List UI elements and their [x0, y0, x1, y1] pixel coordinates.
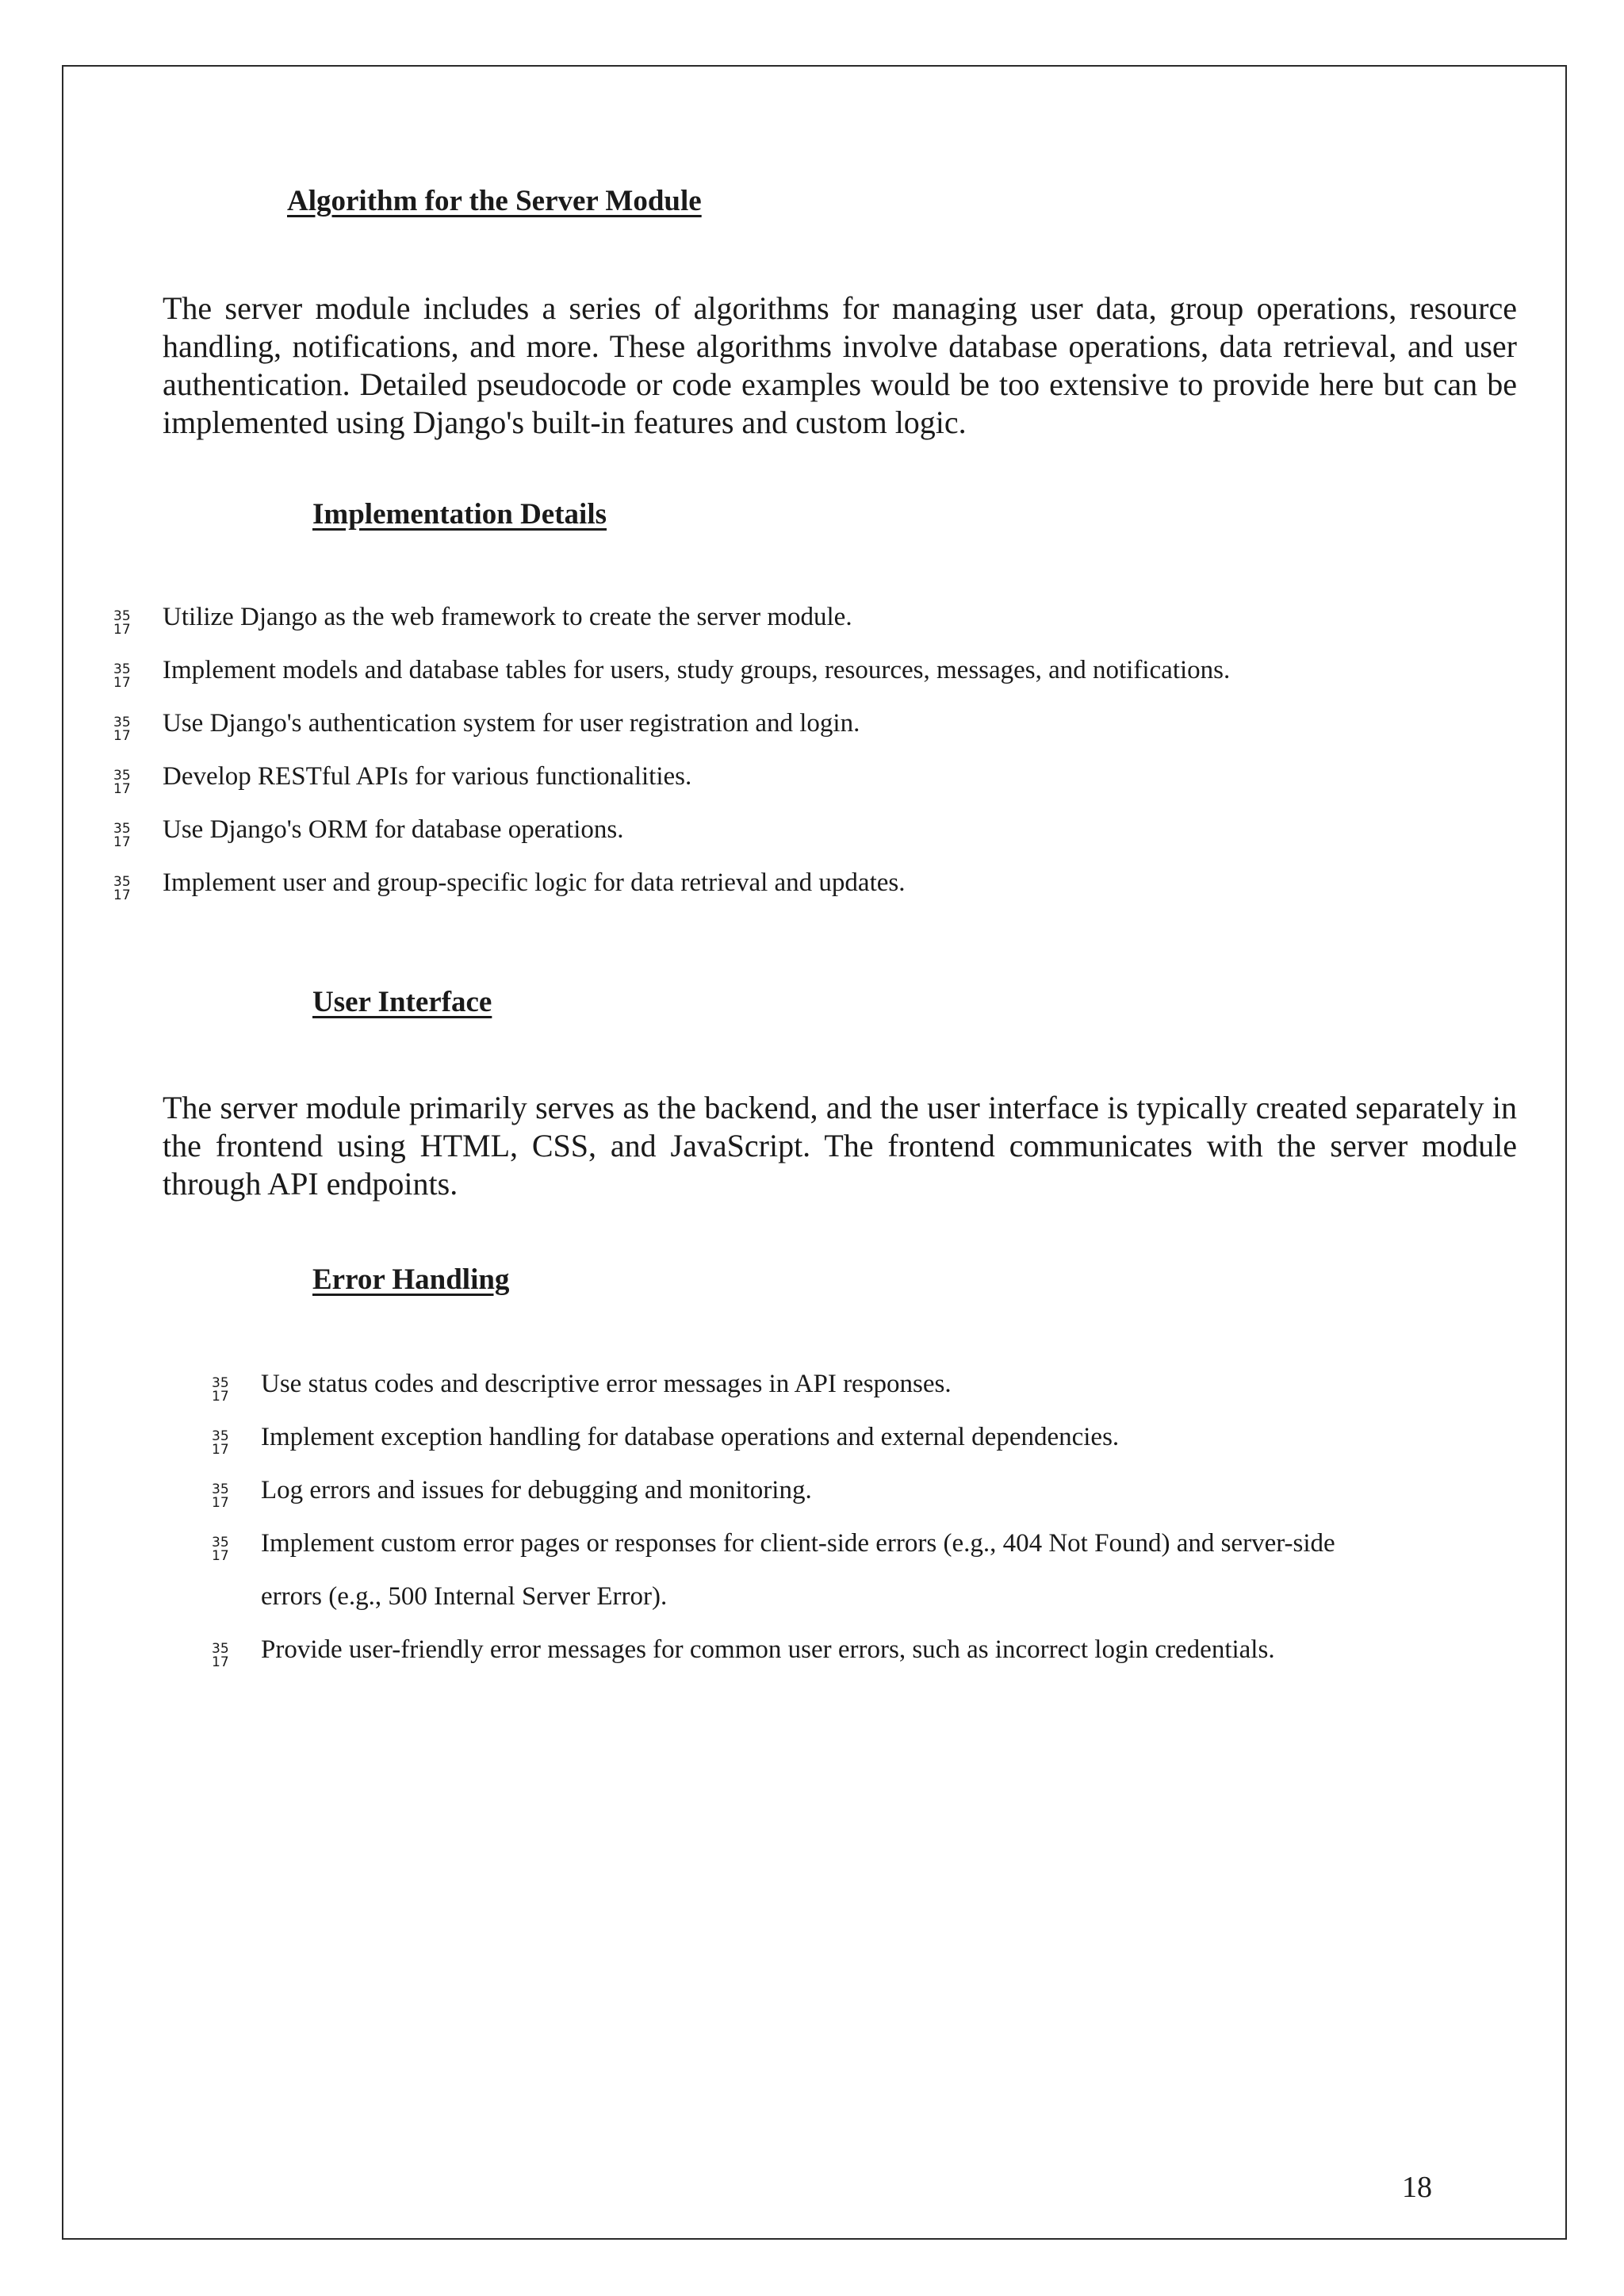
list-item: [212, 1623, 1530, 1677]
list-item-text: Use Django's authentication system for user registration and login.: [163, 709, 860, 738]
bullet-marker: 35 17: [113, 608, 131, 638]
bullet-marker: 35 17: [113, 821, 131, 850]
list-item-text: Implement user and group-specific logic for data retrieval and updates.: [163, 868, 906, 897]
list-item: [212, 1517, 1530, 1623]
list-item-text: Provide user-friendly error messages for common user errors, such as incorrect login credentials.: [261, 1635, 1275, 1664]
bullet-marker: 35 17: [212, 1375, 229, 1405]
bullet-marker: 35 17: [212, 1481, 229, 1511]
list-item: [113, 697, 1526, 750]
bullet-marker: 35 17: [212, 1535, 229, 1564]
list-item: [113, 750, 1526, 803]
bullet-marker: 35 17: [212, 1641, 229, 1670]
list-item: [113, 803, 1526, 857]
list-item: [212, 1464, 1530, 1517]
list-item: [212, 1358, 1530, 1411]
heading-user-interface: User Interface: [312, 986, 492, 1018]
paragraph-algorithm: The server module includes a series of algorithms for managing user data, group operations, resource handling, notifications, and more. These algorithms involve database operations, data retrieval, and user authentication. Detailed pseudocode or code examples would be too extensive to provide here but can be implemented using Django's built-in features and custom logic.: [163, 290, 1517, 440]
bullet-marker: 35 17: [113, 715, 131, 744]
list-item-text: Log errors and issues for debugging and monitoring.: [261, 1476, 812, 1504]
heading-error-handling: Error Handling: [312, 1263, 510, 1296]
list-item: [113, 857, 1526, 910]
page-number: 18: [1402, 2171, 1432, 2204]
list-item-text: Develop RESTful APIs for various functionalities.: [163, 762, 692, 791]
list-item: [212, 1411, 1530, 1464]
list-item: [113, 591, 1526, 644]
heading-implementation-details: Implementation Details: [312, 498, 607, 531]
error-handling-list: [212, 1358, 1530, 1677]
list-item-text: Implement models and database tables for users, study groups, resources, messages, and notifications.: [163, 656, 1231, 684]
heading-algorithm: Algorithm for the Server Module: [287, 185, 702, 217]
paragraph-user-interface: The server module primarily serves as the backend, and the user interface is typically created separately in the frontend using HTML, CSS, and JavaScript. The frontend communicates with the server module through API endpoints.: [163, 1090, 1517, 1202]
bullet-marker: 35 17: [113, 768, 131, 797]
implementation-list: [113, 591, 1526, 910]
list-item-text: Use Django's ORM for database operations.: [163, 815, 624, 844]
list-item-continuation: errors (e.g., 500 Internal Server Error).: [261, 1582, 668, 1611]
bullet-marker: 35 17: [212, 1428, 229, 1458]
bullet-marker: 35 17: [113, 874, 131, 903]
bullet-marker: 35 17: [113, 661, 131, 691]
list-item-text: Use status codes and descriptive error messages in API responses.: [261, 1370, 952, 1398]
list-item-text: Implement custom error pages or responses for client-side errors (e.g., 404 Not Found) and server-side: [261, 1529, 1335, 1558]
list-item: [113, 644, 1526, 697]
list-item-text: Implement exception handling for database operations and external dependencies.: [261, 1423, 1120, 1451]
list-item-text: Utilize Django as the web framework to create the server module.: [163, 603, 852, 631]
